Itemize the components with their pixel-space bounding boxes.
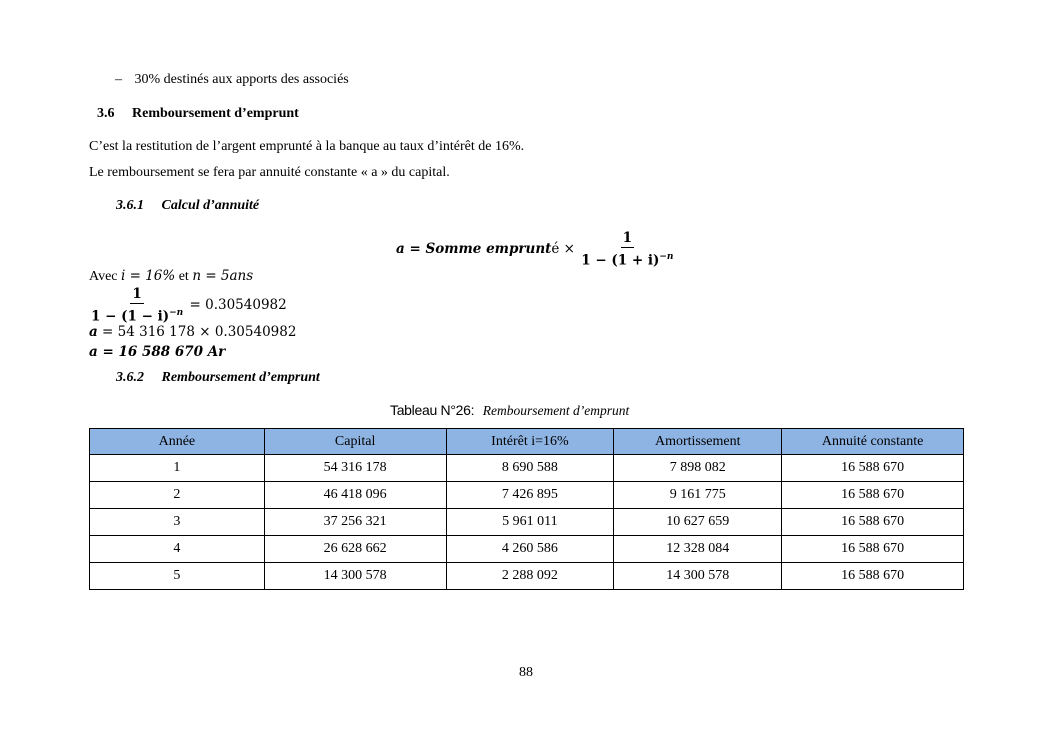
calc-var: a	[89, 324, 98, 340]
table-row	[90, 563, 964, 590]
formula-denominator: 1 − (1 + i)	[581, 252, 660, 269]
bullet-text: 30% destinés aux apports des associés	[134, 72, 349, 87]
cell-interest: 7 426 895	[446, 482, 614, 509]
cell-amortization: 10 627 659	[614, 509, 782, 536]
cell-amortization: 9 161 775	[614, 482, 782, 509]
avec-line	[89, 268, 253, 285]
formula-numerator: 1	[622, 230, 633, 246]
cell-amortization: 14 300 578	[614, 563, 782, 590]
calc-denominator: 1 − (1 − i)	[91, 308, 170, 325]
cell-interest: 5 961 011	[446, 509, 614, 536]
cell-capital: 14 300 578	[264, 563, 446, 590]
section-title: Remboursement d’emprunt	[132, 106, 299, 121]
cell-capital: 26 628 662	[264, 536, 446, 563]
table-header-row	[90, 429, 964, 455]
calc-denominator-wrap	[89, 304, 185, 325]
paragraph-2: Le remboursement se fera par annuité constante « a » du capital.	[89, 165, 450, 180]
annuity-calc-line	[89, 324, 296, 340]
header-amortization: Amortissement	[614, 429, 782, 455]
cell-amortization: 7 898 082	[614, 455, 782, 482]
calc-numerator: 1	[132, 286, 142, 302]
cell-annuity: 16 588 670	[782, 563, 964, 590]
subsection-heading-2	[116, 370, 320, 386]
fraction-calc	[89, 286, 287, 325]
caption-title: Remboursement d’emprunt	[482, 403, 630, 418]
cell-year: 2	[90, 482, 265, 509]
avec-et: et	[175, 269, 193, 284]
subsection-number: 3.6.2	[116, 370, 144, 385]
cell-interest: 4 260 586	[446, 536, 614, 563]
avec-i: i = 16%	[121, 268, 176, 284]
annuity-formula	[396, 230, 675, 269]
cell-year: 3	[90, 509, 265, 536]
repayment-table	[89, 428, 964, 590]
subsection-number: 3.6.1	[116, 198, 144, 213]
cell-year: 4	[90, 536, 265, 563]
formula-lhs: a =	[396, 240, 426, 257]
cell-amortization: 12 328 084	[614, 536, 782, 563]
header-interest: Intérêt i=16%	[446, 429, 614, 455]
cell-annuity: 16 588 670	[782, 536, 964, 563]
calc-result: = 0.30540982	[185, 296, 287, 313]
table-row	[90, 455, 964, 482]
formula-term: Somme emprunt	[425, 240, 552, 257]
cell-capital: 54 316 178	[264, 455, 446, 482]
table-row	[90, 509, 964, 536]
header-year: Année	[90, 429, 265, 455]
cell-interest: 2 288 092	[446, 563, 614, 590]
table-row	[90, 536, 964, 563]
bullet-item	[115, 72, 349, 88]
subsection-title: Calcul d’annuité	[161, 198, 260, 213]
header-capital: Capital	[264, 429, 446, 455]
page-number: 88	[519, 665, 533, 680]
avec-prefix: Avec	[89, 269, 121, 284]
formula-exponent: −n	[659, 252, 674, 262]
caption-label: Tableau N°26:	[390, 402, 475, 418]
section-number: 3.6	[97, 106, 115, 121]
avec-n: n = 5ans	[192, 268, 254, 284]
calc-expr: = 54 316 178 × 0.30540982	[97, 324, 297, 340]
calc-fraction	[89, 286, 185, 325]
calc-exponent: −n	[169, 308, 184, 318]
cell-annuity: 16 588 670	[782, 482, 964, 509]
annuity-result: a = 16 588 670 Ar	[89, 344, 226, 360]
formula-fraction	[579, 230, 675, 269]
subsection-title: Remboursement d’emprunt	[161, 370, 320, 385]
section-heading	[97, 106, 299, 122]
cell-annuity: 16 588 670	[782, 455, 964, 482]
paragraph-1: C’est la restitution de l’argent emprunté à la banque au taux d’intérêt de 16%.	[89, 139, 525, 154]
header-annuity: Annuité constante	[782, 429, 964, 455]
cell-year: 5	[90, 563, 265, 590]
cell-interest: 8 690 588	[446, 455, 614, 482]
formula-denominator-wrap	[579, 248, 675, 269]
table-row	[90, 482, 964, 509]
cell-capital: 46 418 096	[264, 482, 446, 509]
table-caption	[390, 402, 629, 420]
cell-annuity: 16 588 670	[782, 509, 964, 536]
cell-year: 1	[90, 455, 265, 482]
formula-term-tail: é ×	[551, 240, 580, 257]
bullet-dash: –	[115, 72, 122, 87]
cell-capital: 37 256 321	[264, 509, 446, 536]
subsection-heading-1	[116, 198, 259, 214]
